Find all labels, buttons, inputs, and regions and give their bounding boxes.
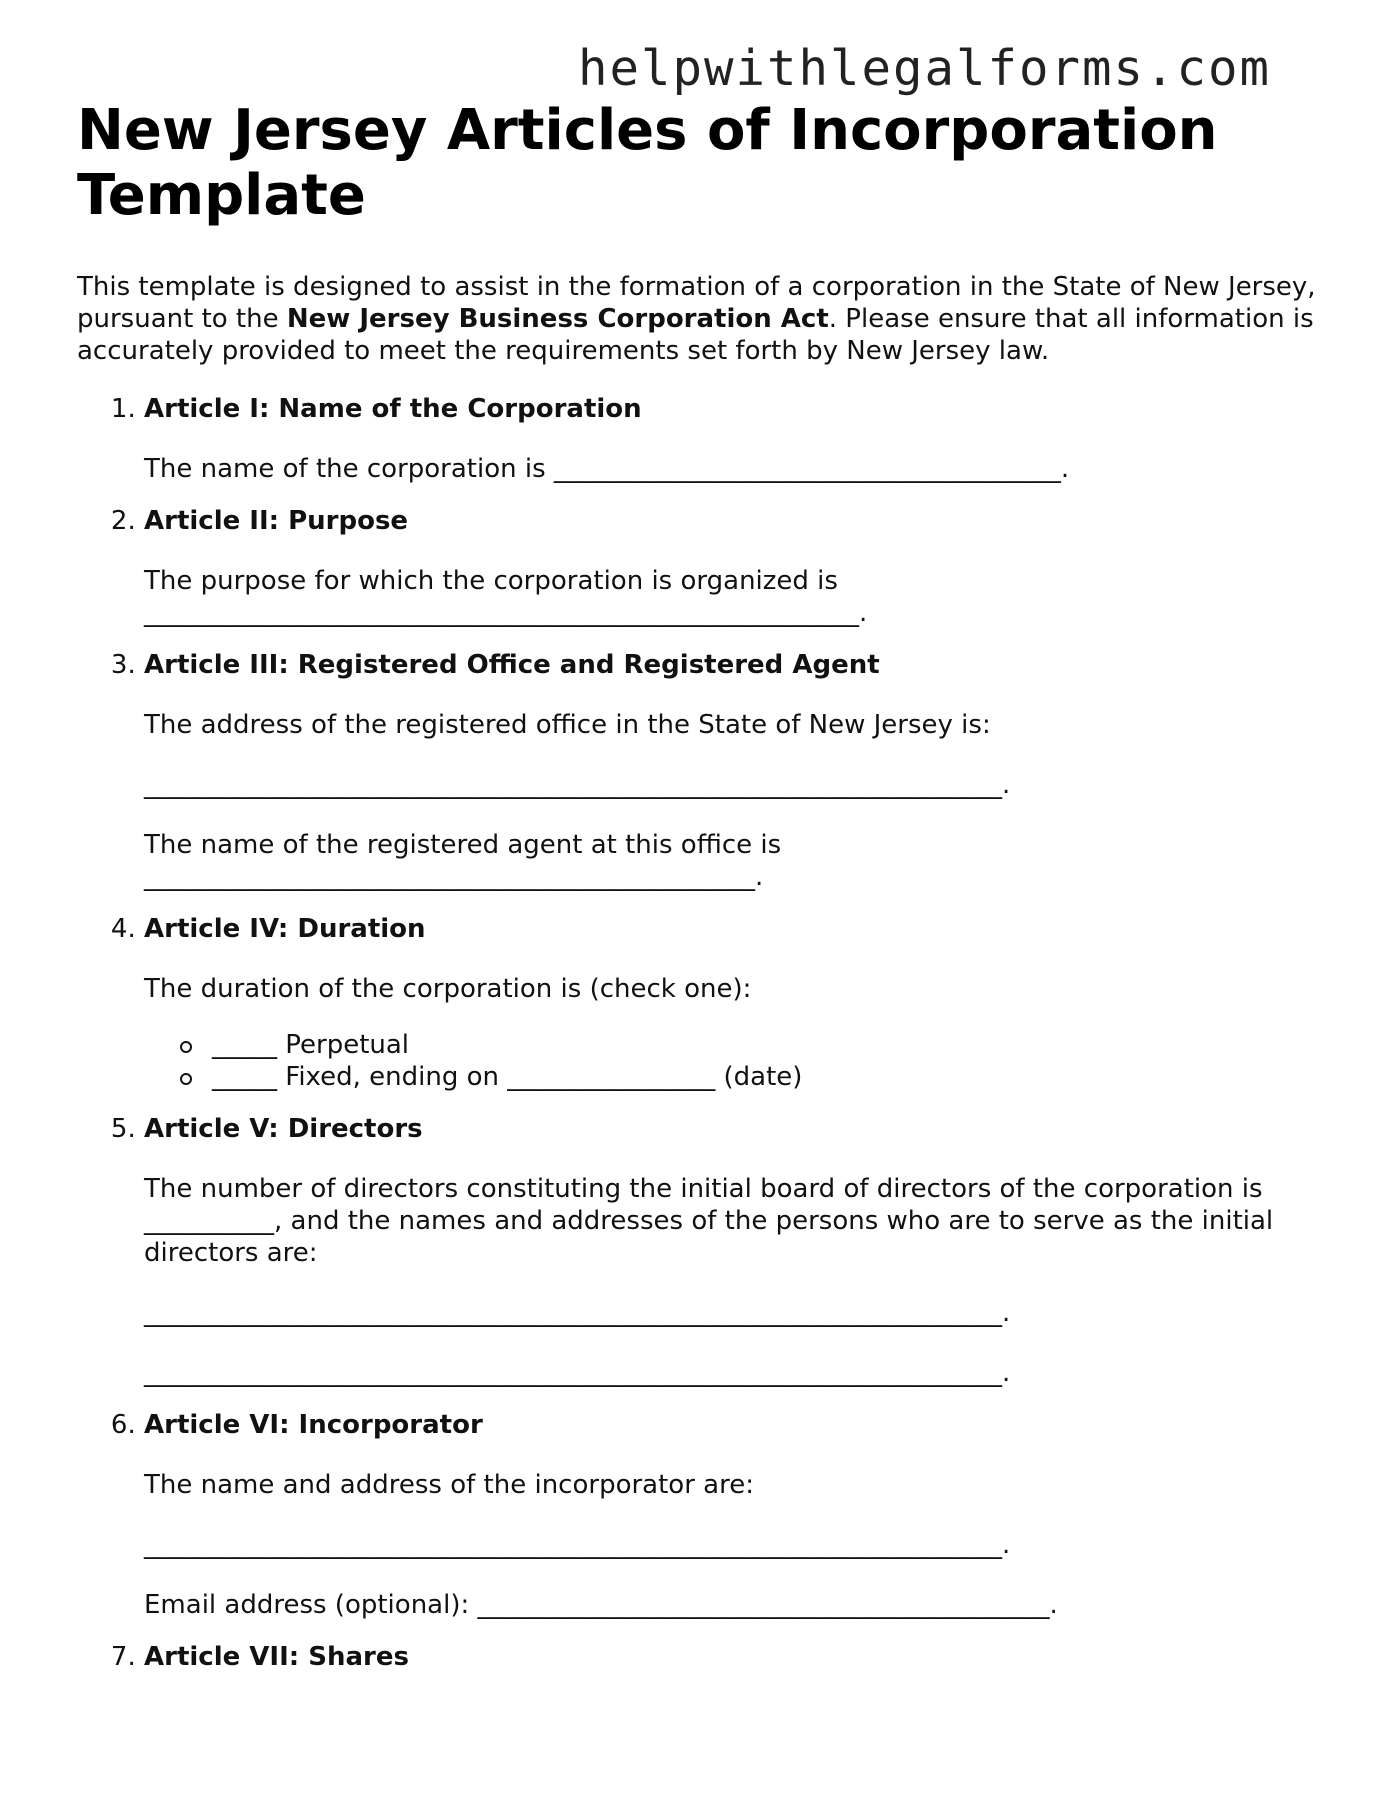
article-1-title: 1. Article I: Name of the Corporation — [144, 394, 642, 424]
article-1 — [144, 393, 1317, 485]
intro-text-before: This template is designed to assist in the formation of a corporation in the State of New Jersey, pursuant to the — [77, 272, 1316, 334]
article-2-title: 2. Article II: Purpose — [144, 506, 409, 536]
intro-text-after: . Please ensure that all information is accurately provided to meet the requirements set forth by New Jersey law. — [77, 304, 1314, 366]
page-title: New Jersey Articles of Incorporation Template — [77, 98, 1218, 228]
article-4 — [144, 913, 1317, 1093]
intro-act-name: New Jersey Business Corporation Act — [286, 304, 829, 334]
article-5-title: 5. Article V: Directors — [144, 1114, 423, 1144]
duration-label: The duration of the corporation is (check one): — [144, 974, 752, 1004]
purpose-label: The purpose for which the corporation is organized is — [144, 566, 838, 596]
director-field-1[interactable]: __________________________________________________________________. — [144, 1298, 1011, 1328]
article-2 — [144, 505, 1317, 629]
intro-paragraph — [77, 271, 1317, 367]
article-3 — [144, 649, 1317, 893]
email-field[interactable]: Email address (optional): ____________________________________________. — [144, 1590, 1058, 1620]
articles-list — [77, 393, 1317, 1673]
registered-office-label: The address of the registered office in the State of New Jersey is: — [144, 710, 991, 740]
registered-agent-label: The name of the registered agent at this office is — [144, 830, 782, 860]
registered-agent-field[interactable]: _______________________________________________. — [144, 862, 764, 892]
article-7-title: 7. Article VII: Shares — [144, 1642, 409, 1672]
director-field-2[interactable]: __________________________________________________________________. — [144, 1358, 1011, 1388]
article-5 — [144, 1113, 1317, 1389]
article-4-title: 4. Article IV: Duration — [144, 914, 426, 944]
article-6 — [144, 1409, 1317, 1621]
article-3-title: 3. Article III: Registered Office and Registered Agent — [144, 650, 880, 680]
duration-option-fixed[interactable]: _____ Fixed, ending on ________________ (date) — [212, 1061, 1317, 1093]
watermark: helpwithlegalforms.com — [578, 40, 1272, 97]
registered-office-field[interactable]: __________________________________________________________________. — [144, 770, 1011, 800]
incorporator-field[interactable]: __________________________________________________________________. — [144, 1530, 1011, 1560]
incorporator-label: The name and address of the incorporator are: — [144, 1470, 754, 1500]
duration-option-perpetual[interactable]: _____ Perpetual — [212, 1029, 1317, 1061]
document-body — [77, 98, 1317, 1693]
article-6-title: 6. Article VI: Incorporator — [144, 1410, 483, 1440]
corporation-name-field[interactable]: The name of the corporation is _______________________________________. — [144, 454, 1070, 484]
duration-options — [144, 1029, 1317, 1093]
article-7 — [144, 1641, 1317, 1673]
purpose-field[interactable]: _______________________________________________________. — [144, 598, 868, 628]
directors-paragraph[interactable]: The number of directors constituting the initial board of directors of the corporation is __________, and the names and addresses of the persons who are to serve as the initial directors are: — [144, 1174, 1274, 1268]
